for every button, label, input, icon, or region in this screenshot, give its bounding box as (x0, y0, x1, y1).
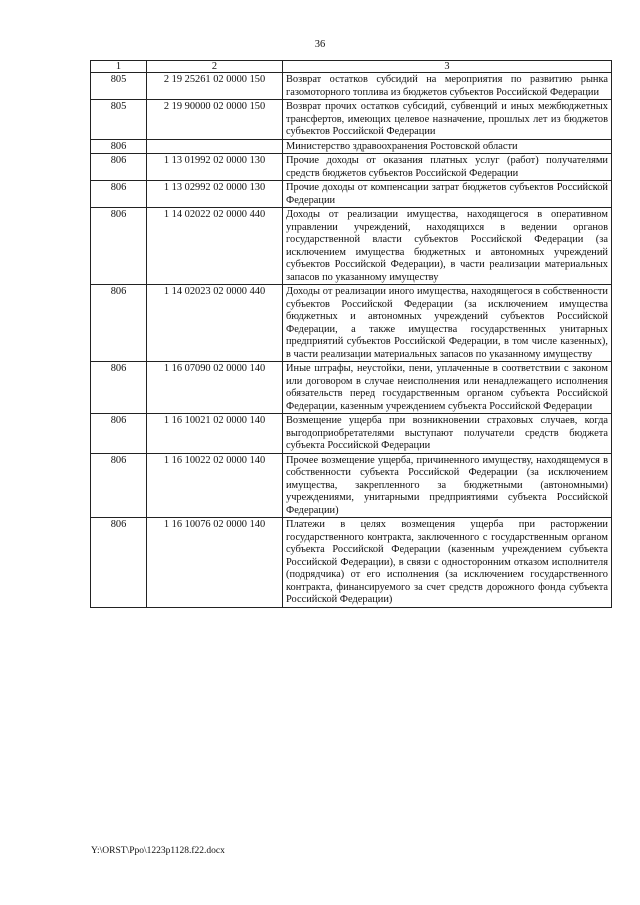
revenue-code-cell: 1 16 10022 02 0000 140 (147, 453, 283, 518)
table-row (91, 453, 612, 518)
table-row (91, 285, 612, 362)
table-row (91, 414, 612, 454)
admin-code-cell: 806 (91, 139, 147, 154)
revenue-name-cell: Возмещение ущерба при возникновении страховых случаев, когда выгодоприобретателями выступают получатели средств бюджета субъекта Российской Федерации (283, 414, 612, 454)
table-row (91, 362, 612, 414)
revenue-name-cell: Прочие доходы от компенсации затрат бюджетов субъектов Российской Федерации (283, 181, 612, 208)
table-row (91, 181, 612, 208)
revenue-code-cell: 1 16 10021 02 0000 140 (147, 414, 283, 454)
revenue-name-cell: Иные штрафы, неустойки, пени, уплаченные в соответствии с законом или договором в случае неисполнения или ненадлежащего исполнения обязательств перед государственным органом субъекта Российской Федерации, казенным учреждением субъекта Российской Федерации (283, 362, 612, 414)
revenue-code-cell: 2 19 90000 02 0000 150 (147, 100, 283, 140)
revenue-codes-table (90, 60, 612, 608)
admin-code-cell: 806 (91, 154, 147, 181)
table-row (91, 208, 612, 285)
revenue-name-cell: Прочие доходы от оказания платных услуг (работ) получателями средств бюджетов субъектов Российской Федерации (283, 154, 612, 181)
revenue-code-cell: 1 16 10076 02 0000 140 (147, 518, 283, 608)
administrator-name-cell: Министерство здравоохранения Ростовской области (283, 139, 612, 154)
revenue-name-cell: Прочее возмещение ущерба, причиненного имуществу, находящемуся в собственности субъекта Российской Федерации (за исключением имущества, закрепленного за бюджетными (автономными) учреждениями, унитарными предприятиями субъекта Российской Федерации) (283, 453, 612, 518)
admin-code-cell: 805 (91, 73, 147, 100)
revenue-code-cell (147, 139, 283, 154)
revenue-code-cell: 1 14 02022 02 0000 440 (147, 208, 283, 285)
table-row (91, 154, 612, 181)
admin-code-cell: 806 (91, 208, 147, 285)
column-header-3: 3 (283, 61, 612, 73)
revenue-name-cell: Платежи в целях возмещения ущерба при расторжении государственного контракта, заключенного с государственным органом субъекта Российской Федерации (казенным учреждением субъекта Российской Федерации), в связи с односторонним отказом исполнителя (подрядчика) от его исполнения (за исключением государственного контракта, финансируемого за счет средств дорожного фонда субъекта Российской Федерации) (283, 518, 612, 608)
admin-code-cell: 806 (91, 285, 147, 362)
column-header-2: 2 (147, 61, 283, 73)
revenue-code-cell: 1 14 02023 02 0000 440 (147, 285, 283, 362)
table-row (91, 73, 612, 100)
table-row (91, 100, 612, 140)
admin-code-cell: 806 (91, 181, 147, 208)
revenue-code-cell: 1 16 07090 02 0000 140 (147, 362, 283, 414)
column-header-1: 1 (91, 61, 147, 73)
revenue-code-cell: 1 13 01992 02 0000 130 (147, 154, 283, 181)
revenue-code-cell: 1 13 02992 02 0000 130 (147, 181, 283, 208)
revenue-name-cell: Возврат прочих остатков субсидий, субвенций и иных межбюджетных трансфертов, имеющих целевое назначение, прошлых лет из бюджетов субъектов Российской Федерации (283, 100, 612, 140)
table-header-row (91, 61, 612, 73)
revenue-code-cell: 2 19 25261 02 0000 150 (147, 73, 283, 100)
admin-code-cell: 805 (91, 100, 147, 140)
admin-code-cell: 806 (91, 518, 147, 608)
admin-code-cell: 806 (91, 362, 147, 414)
table-row (91, 139, 612, 154)
document-file-path: Y:\ORST\Ppo\1223p1128.f22.docx (91, 846, 225, 856)
page-number: 36 (314, 39, 326, 50)
table-row (91, 518, 612, 608)
revenue-name-cell: Доходы от реализации имущества, находящегося в оперативном управлении учреждений, находящихся в ведении органов государственной власти субъектов Российской Федерации (за исключением имущества бюджетных и автономных учреждений субъектов Российской Федерации), в части реализации материальных запасов по указанному имуществу (283, 208, 612, 285)
revenue-name-cell: Возврат остатков субсидий на мероприятия по развитию рынка газомоторного топлива из бюджетов субъектов Российской Федерации (283, 73, 612, 100)
admin-code-cell: 806 (91, 414, 147, 454)
revenue-name-cell: Доходы от реализации иного имущества, находящегося в собственности субъектов Российской Федерации (за исключением имущества бюджетных и автономных учреждений субъектов Российской Федерации, а также имущества государственных унитарных предприятий субъектов Российской Федерации, в том числе казенных), в части реализации материальных запасов по указанному имуществу (283, 285, 612, 362)
admin-code-cell: 806 (91, 453, 147, 518)
